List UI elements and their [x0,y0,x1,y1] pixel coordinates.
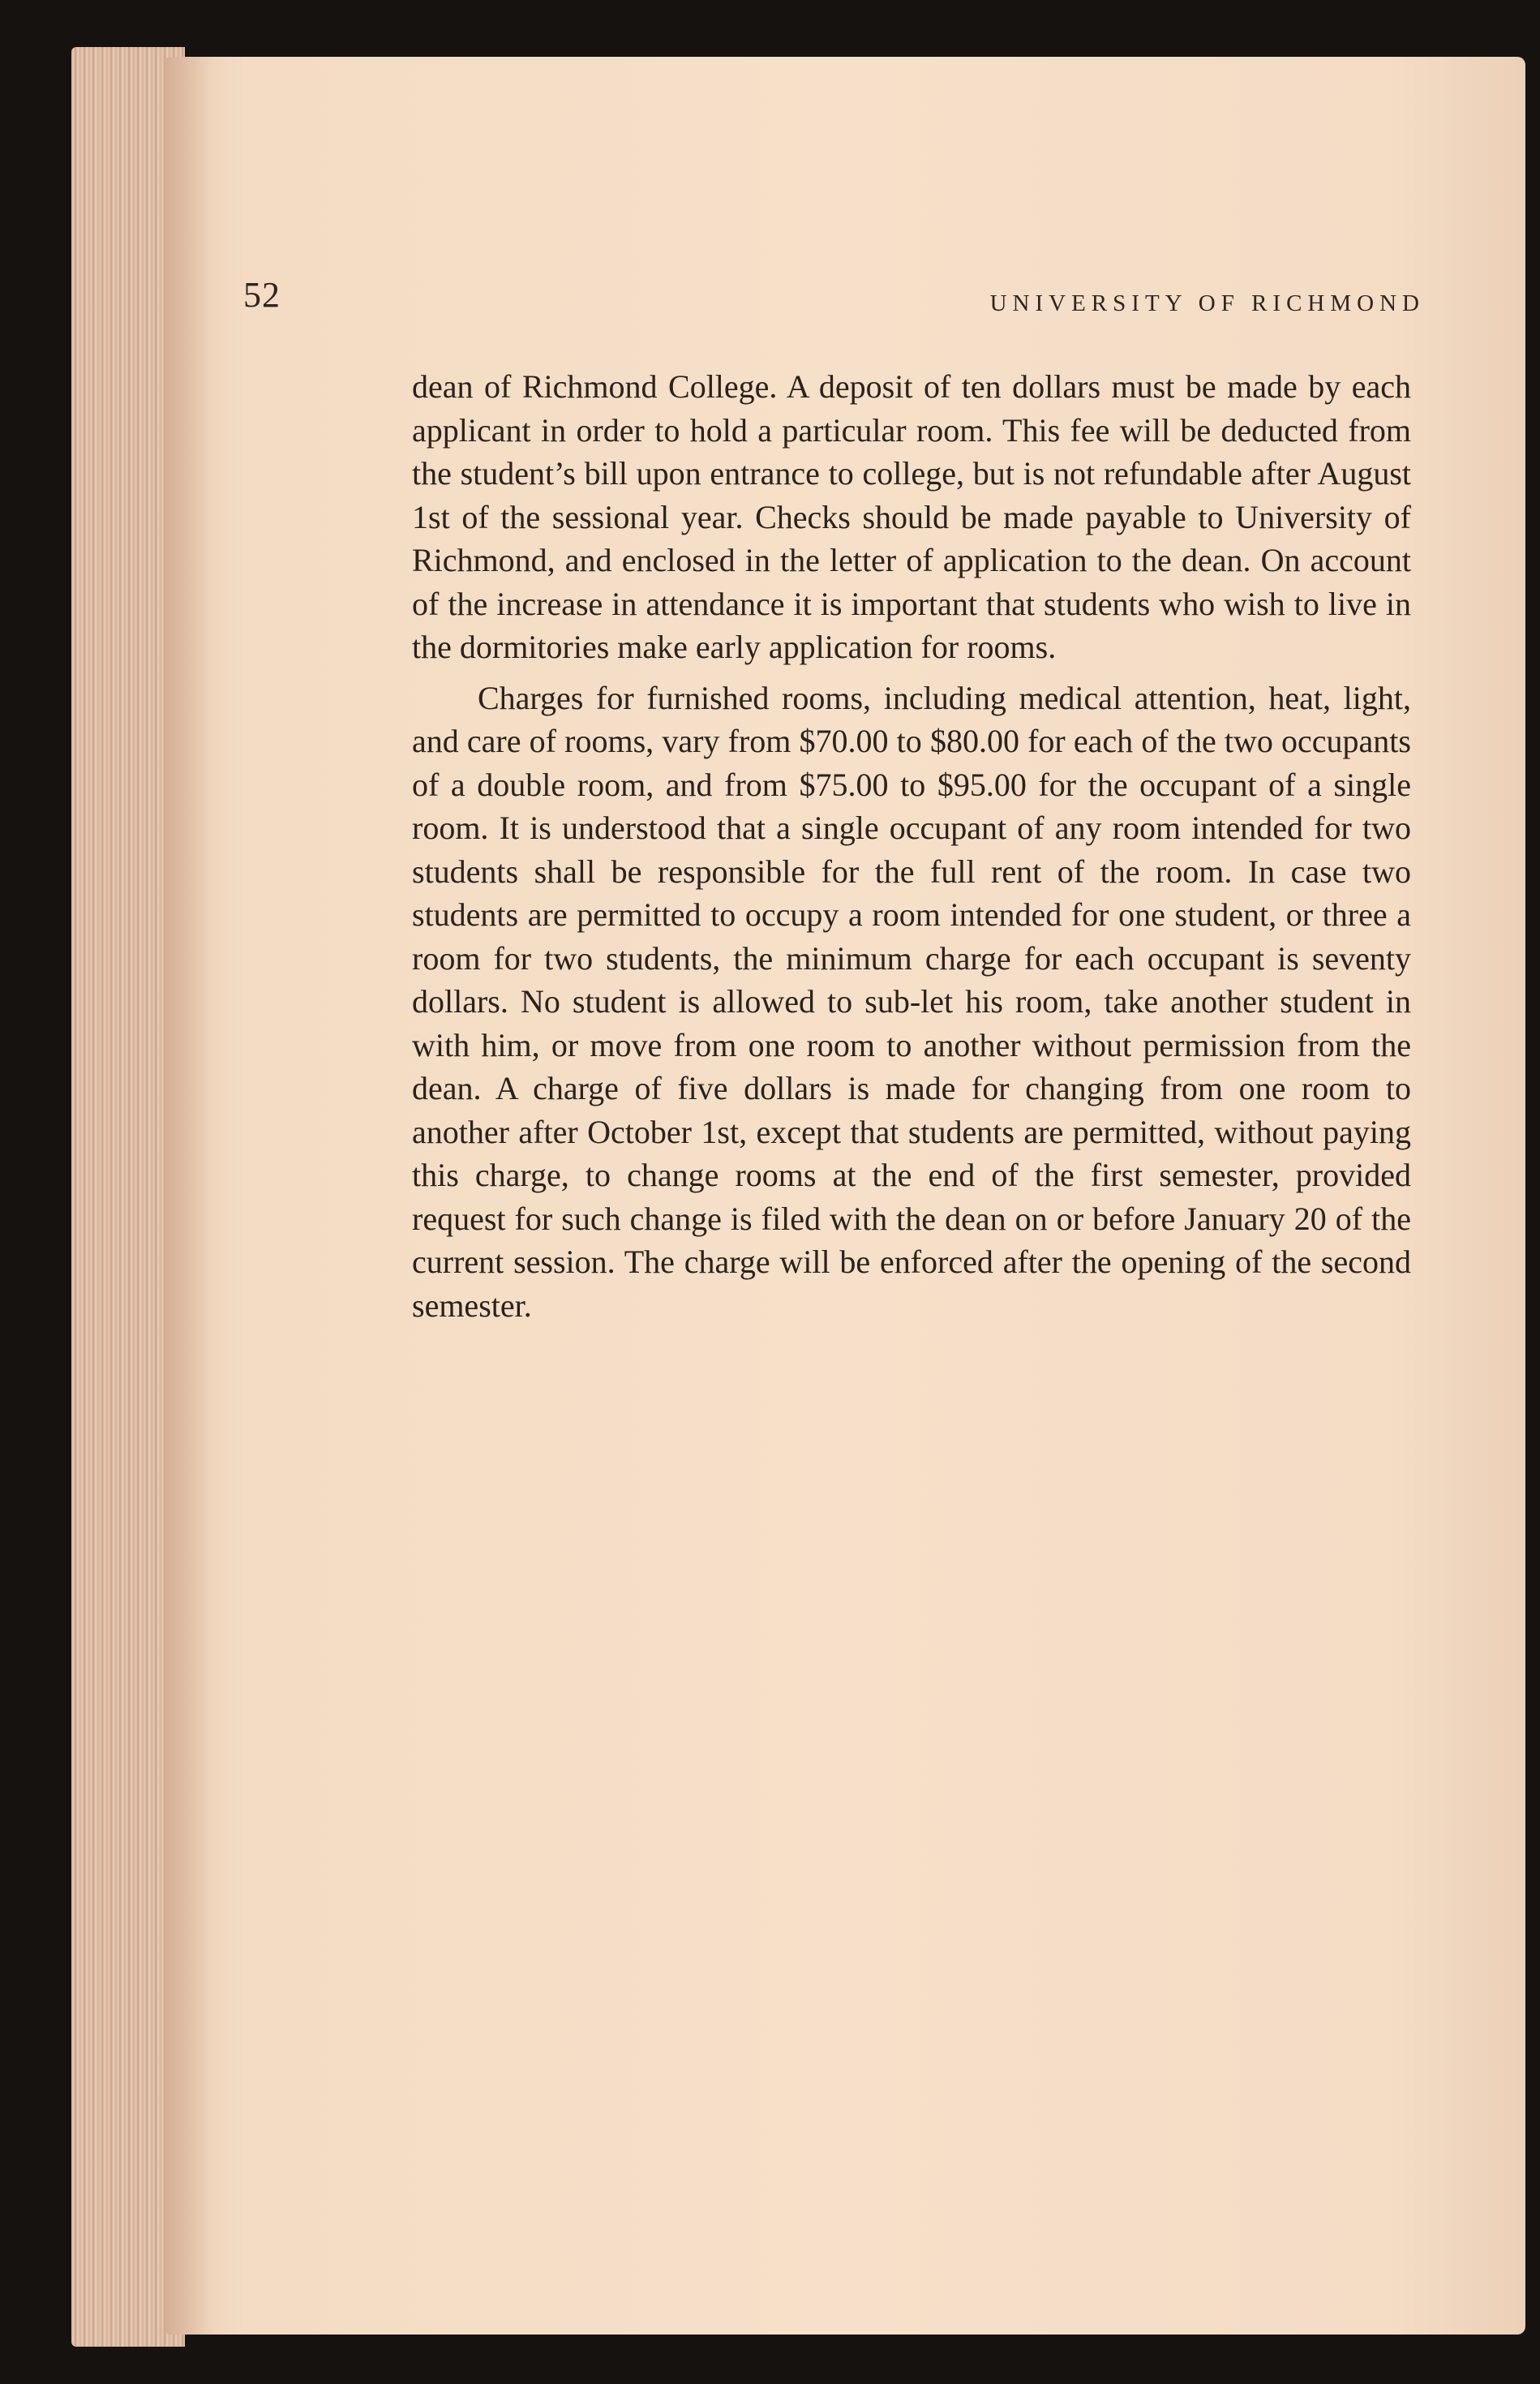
page-number: 52 [243,275,281,315]
paragraph: dean of Richmond College. A deposit of ten dollars must be made by each applicant in order to hold a particular room. This fee will be deducted from the student’s bill upon entrance to college, but is not refundable after August 1st of the sessional year. Checks should be made payable to University of Richmond, and enclosed in the letter of application to the dean. On account of the increase in attendance it is important that students who wish to live in the dormitories make early application for rooms. [412,368,1411,665]
running-head: UNIVERSITY OF RICHMOND [989,290,1425,316]
paragraph: Charges for furnished rooms, including medical attention, heat, light, and care of rooms, vary from $70.00 to $80.00 for each of the two occupants of a double room, and from $75.00 to $95.00 for the occupant of a single room. It is understood that a single occupant of any room intended for two students shall be responsible for the full rent of the room. In case two students are permitted to occupy a room intended for one student, or three a room for two students, the minimum charge for each occupant is seventy dollars. No student is allowed to sub-let his room, take another student in with him, or move from one room to another without permission from the dean. A charge of five dollars is made for changing from one room to another after October 1st, except that students are permitted, without paying this charge, to change rooms at the end of the first semester, provided request for such change is filed with the dean on or before January 20 of the current session. The charge will be enforced after the opening of the second semester. [412,679,1411,1324]
body-text [412,365,1411,1327]
